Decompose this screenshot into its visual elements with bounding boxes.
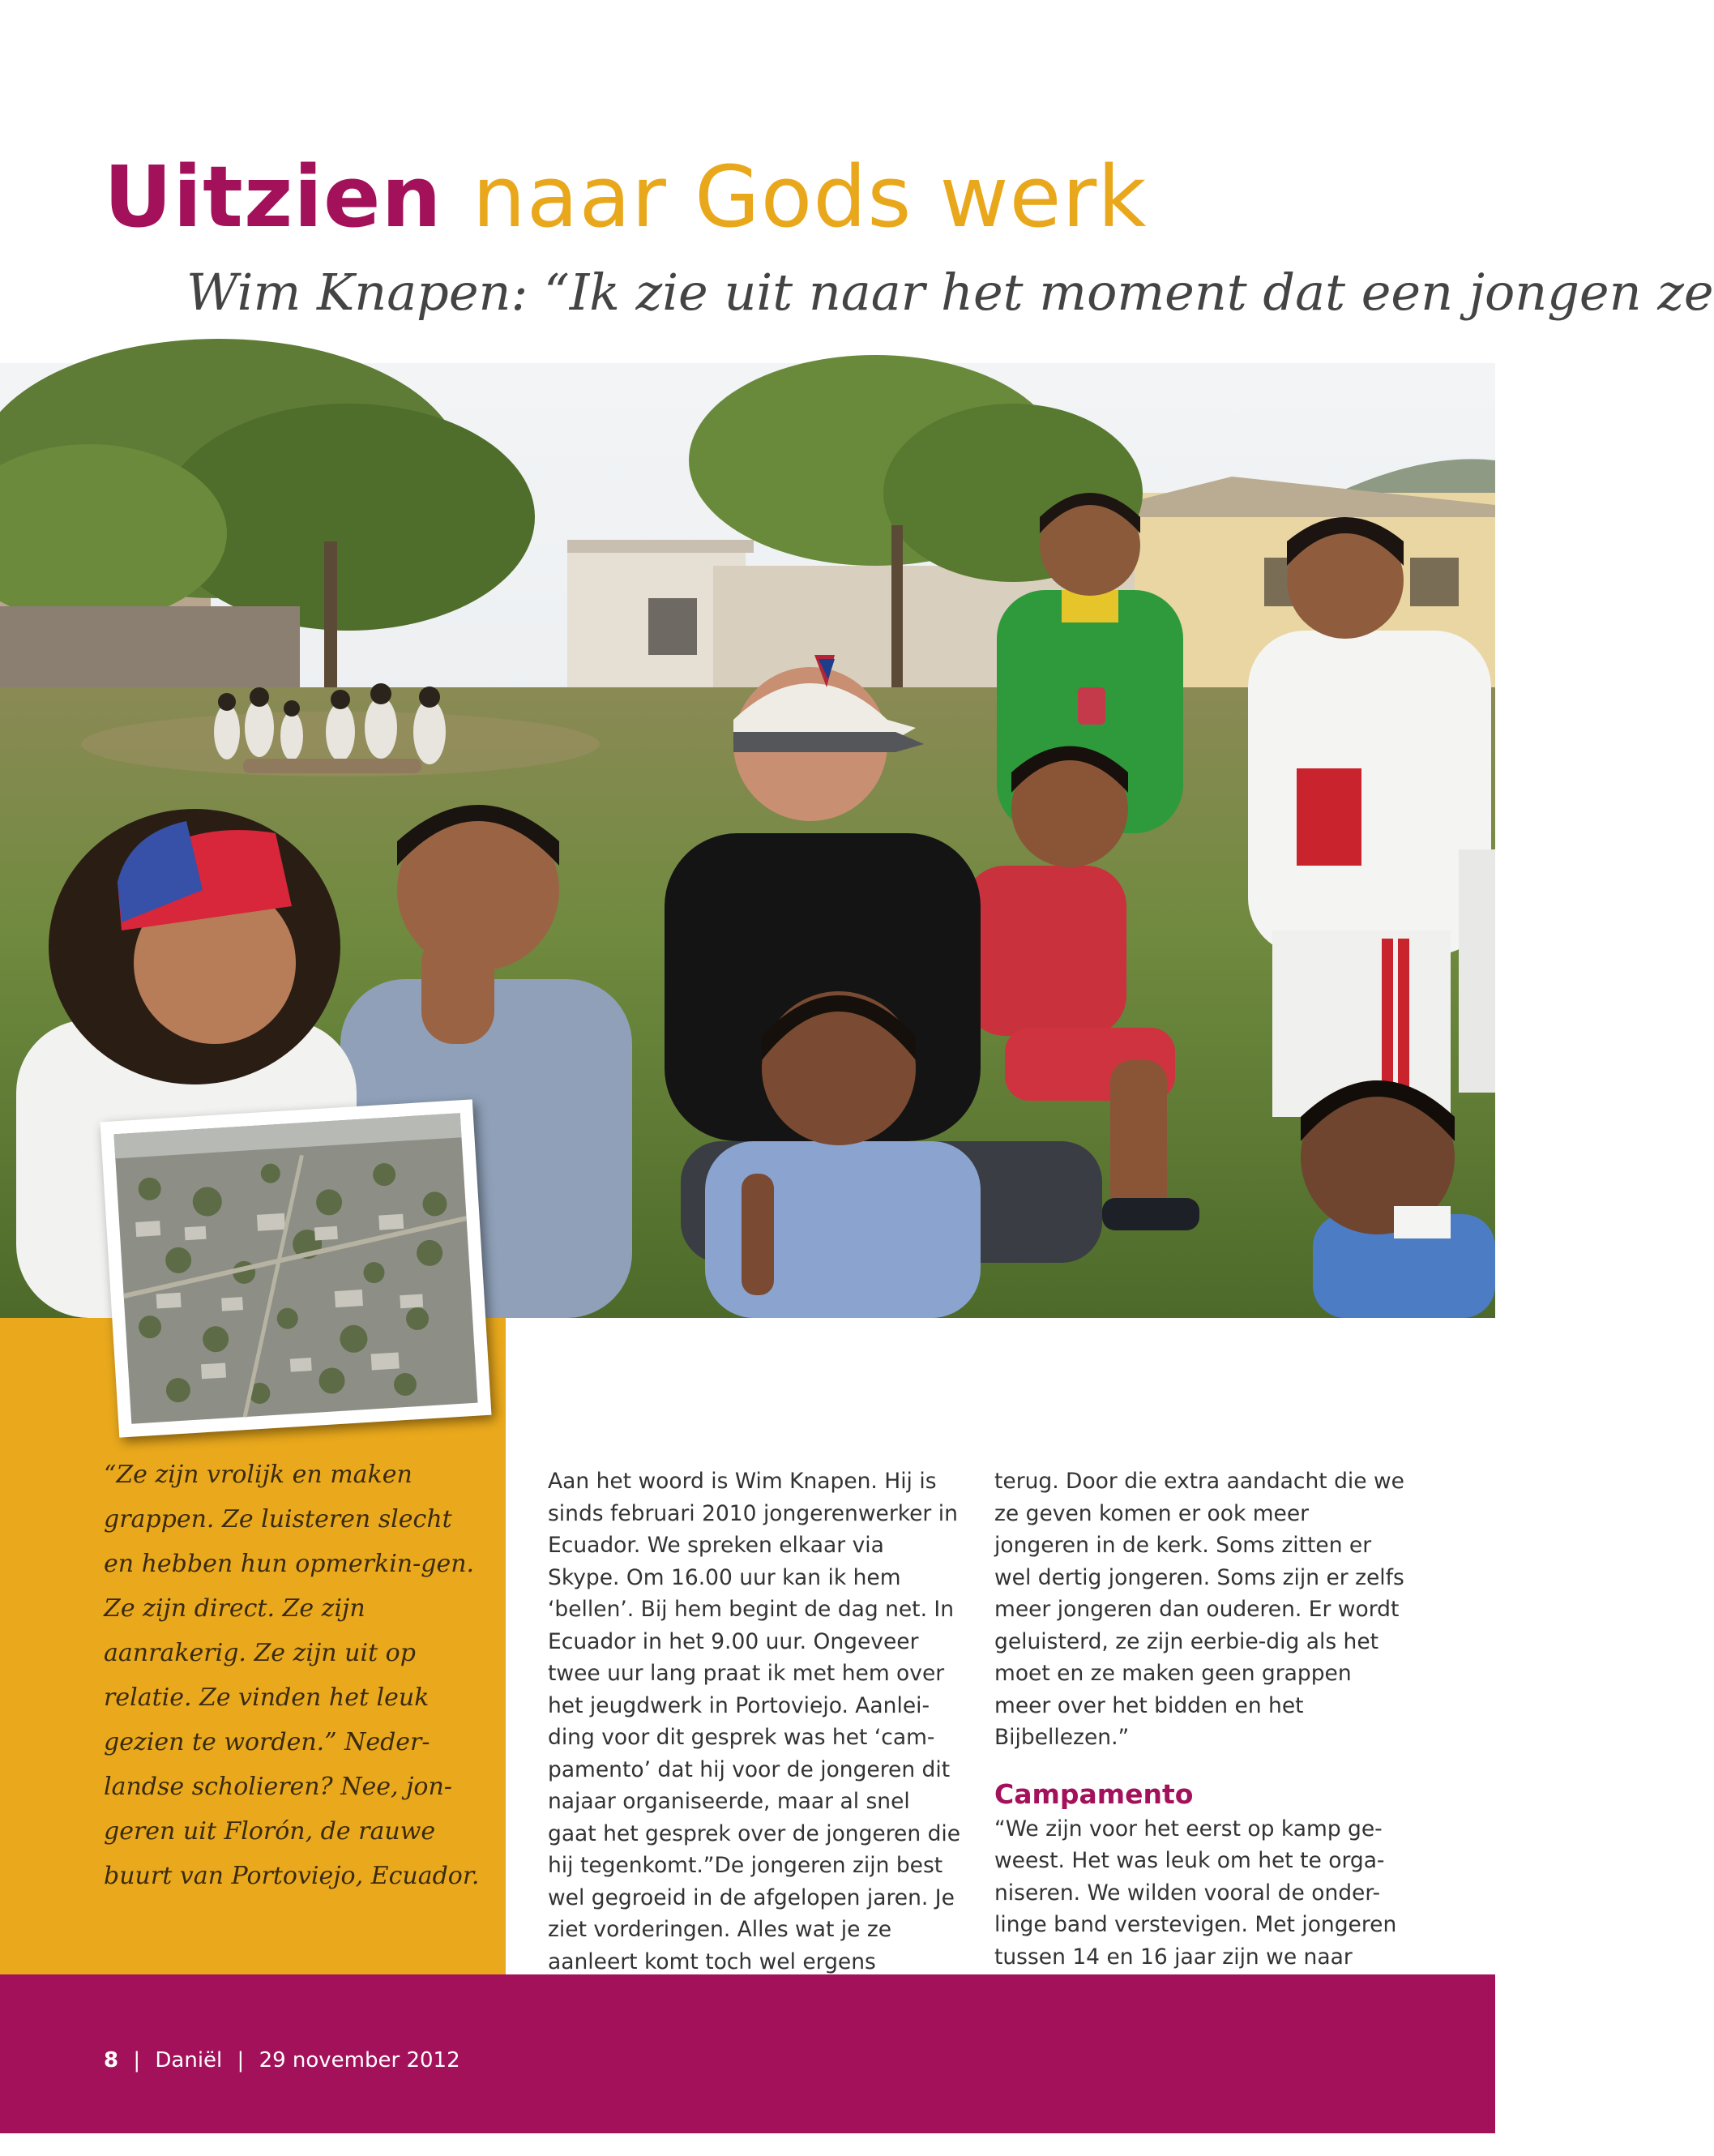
title-bold-part: Uitzien: [104, 148, 442, 246]
folio-separator: |: [133, 2048, 141, 2073]
folio-separator: |: [237, 2048, 245, 2073]
pull-quote: “Ze zijn vrolijk en maken grappen. Ze luisteren slecht en hebben hun opmerkin-gen. Ze zijn direct. Ze zijn aanrakerig. Ze zijn uit op relatie. Ze vinden het leuk gezien te worden.” Neder-landse scholieren? Nee, jon-geren uit Florón, de rauwe buurt van Portoviejo, Ecuador.: [104, 1461, 480, 1890]
article-title: [104, 144, 1148, 250]
aerial-inset-photo: [100, 1099, 492, 1437]
page-folio: [104, 2047, 460, 2074]
publication-name: Daniël: [155, 2048, 223, 2073]
section-heading: Campamento: [994, 1777, 1194, 1810]
article-subtitle: Wim Knapen: “Ik zie uit naar het moment dat een jongen ze: [186, 263, 1714, 322]
title-light-part: naar Gods werk: [472, 148, 1148, 246]
column-2-paragraph-1: terug. Door die extra aandacht die we ze geven komen er ook meer jongeren in de kerk. Soms zitten er wel dertig jongeren. Soms zijn er zelfs meer jongeren dan ouderen. Er wordt geluisterd, ze zijn eerbie-dig als het moet en ze maken geen grappen meer over het bidden en het Bijbellezen.”: [994, 1469, 1404, 1750]
issue-date: 29 november 2012: [259, 2048, 460, 2073]
body-column-2: [994, 1465, 1408, 1973]
body-column-1: [548, 1465, 961, 1978]
column-2-paragraph-2: “We zijn voor het eerst op kamp ge-weest. Het was leuk om het te orga-niseren. We wilden vooral de onder-linge band verstevigen. Met jongeren tussen 14 en 16 jaar zijn we naar: [994, 1816, 1397, 1970]
column-1-paragraph: Aan het woord is Wim Knapen. Hij is sinds februari 2010 jongerenwerker in Ecuador. We spreken elkaar via Skype. Om 16.00 uur kan ik hem ‘bellen’. Bij hem begint de dag net. In Ecuador in het 9.00 uur. Ongeveer twee uur lang praat ik met hem over het jeugdwerk in Portoviejo. Aanlei-ding voor dit gesprek was het ‘cam-pamento’ dat hij voor de jongeren dit najaar organiseerde, maar al snel gaat het gesprek over de jongeren die hij tegenkomt.”De jongeren zijn best wel gegroeid in de afgelopen jaren. Je ziet vorderingen. Alles wat je ze aanleert komt toch wel ergens: [548, 1469, 961, 1974]
page-number: 8: [104, 2048, 119, 2073]
